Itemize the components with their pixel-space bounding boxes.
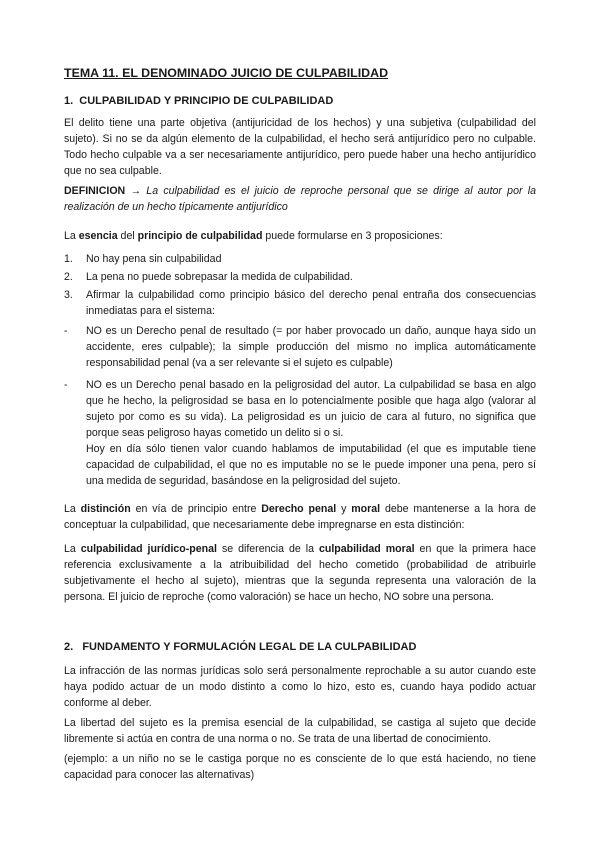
list-number: 2.	[64, 271, 73, 283]
list-number: 1.	[64, 253, 73, 265]
list-text: Afirmar la culpabilidad como principio básico del derecho penal entraña dos consecuencias inmediatas para el sistema:	[86, 289, 536, 317]
dash-item	[64, 377, 536, 441]
bold-text: Derecho penal	[261, 503, 337, 515]
text: debe mantenerse a la hora de conceptuar la culpabilidad, que necesariamente debe impregnarse en esta distinción:	[64, 503, 536, 531]
section-1-heading: 1. CULPABILIDAD Y PRINCIPIO DE CULPABILIDAD	[64, 95, 334, 107]
bold-text: culpabilidad moral	[318, 543, 415, 555]
bold-text: esencia	[78, 230, 118, 242]
text: en vía de principio entre	[130, 503, 262, 515]
text: La	[64, 230, 79, 242]
definition-label: DEFINICION →	[64, 185, 142, 197]
bold-text: culpabilidad jurídico-penal	[80, 543, 217, 555]
list-item	[64, 269, 536, 285]
paragraph: La libertad del sujeto es la premisa esencial de la culpabilidad, se castiga al sujeto que decide libremente si actúa en contra de una norma o no. Se trata de una libertad de conocimiento.	[64, 717, 536, 745]
paragraph	[64, 228, 536, 244]
text: Hoy en día sólo tienen valor cuando hablamos de imputabilidad (el que es imputable tiene capacidad de culpabilidad, el que no es imputable no se le puede imponer una pena, pero sí una medida de seguridad, basándose en la peligrosidad del sujeto.	[86, 443, 536, 487]
definition	[64, 183, 536, 215]
bold-text: principio de culpabilidad	[137, 230, 263, 242]
text: La	[64, 543, 81, 555]
paragraph: (ejemplo: a un niño no se le castiga porque no es consciente de lo que está haciendo, no tiene capacidad para conocer las alternativas)	[64, 753, 536, 781]
text: se diferencia de la	[216, 543, 319, 555]
paragraph	[64, 501, 536, 533]
dash-marker: -	[64, 325, 68, 337]
dash-item	[64, 323, 536, 371]
list-item	[64, 251, 536, 267]
bold-text: moral	[351, 503, 381, 515]
list-text: NO es un Derecho penal basado en la peligrosidad del autor. La culpabilidad se basa en algo que he hecho, la peligrosidad se basa en lo potencialmente posible que haga algo (valorar al sujeto por como es su vida). La peligrosidad es un juicio de cara al futuro, no significa que porque seas peligroso hayas cometido un delito si o si.	[86, 379, 536, 439]
document-title: TEMA 11. EL DENOMINADO JUICIO DE CULPABILIDAD	[64, 66, 389, 80]
text: en que la primera hace referencia exclusivamente a la atribuibilidad del hecho cometido (probabilidad de atribuirle subjetivamente el hecho al sujeto), mientras que la segunda representa una valoración de la persona. El juicio de reproche (como valoración) se hace un hecho, NO sobre una persona.	[64, 543, 536, 603]
text: del	[117, 230, 138, 242]
text: y	[336, 503, 352, 515]
list-item	[64, 287, 536, 319]
paragraph	[64, 541, 536, 605]
paragraph: La infracción de las normas jurídicas solo será personalmente reprochable a su autor cuando este haya podido actuar de un modo distinto a como lo hizo, esto es, cuando haya podido actuar conforme al deber.	[64, 665, 536, 709]
dash-marker: -	[64, 379, 68, 391]
section-2-heading: 2. FUNDAMENTO Y FORMULACIÓN LEGAL DE LA CULPABILIDAD	[64, 641, 417, 653]
definition-text: La culpabilidad es el juicio de reproche personal que se dirige al autor por la realización de un hecho típicamente antijurídico	[64, 185, 536, 213]
text: puede formularse en 3 proposiciones:	[262, 230, 443, 242]
indented-paragraph	[64, 441, 536, 489]
paragraph: El delito tiene una parte objetiva (antijuricidad de los hechos) y una subjetiva (culpabilidad del sujeto). Si no se da algún elemento de la culpabilidad, el hecho será antijurídico pero no culpable. Todo hecho culpable va a ser necesariamente antijurídico, pero puede haber una hecho antijurídico que no sea culpable.	[64, 117, 536, 177]
bold-text: distinción	[80, 503, 131, 515]
list-text: NO es un Derecho penal de resultado (= por haber provocado un daño, aunque haya sido un accidente, eres culpable); la simple producción del mismo no implica automáticamente responsabilidad penal (va a ser relevante si el sujeto es culpable)	[86, 325, 536, 369]
list-number: 3.	[64, 289, 73, 301]
list-text: La pena no puede sobrepasar la medida de culpabilidad.	[86, 271, 353, 283]
text: La	[64, 503, 81, 515]
list-text: No hay pena sin culpabilidad	[86, 253, 222, 265]
